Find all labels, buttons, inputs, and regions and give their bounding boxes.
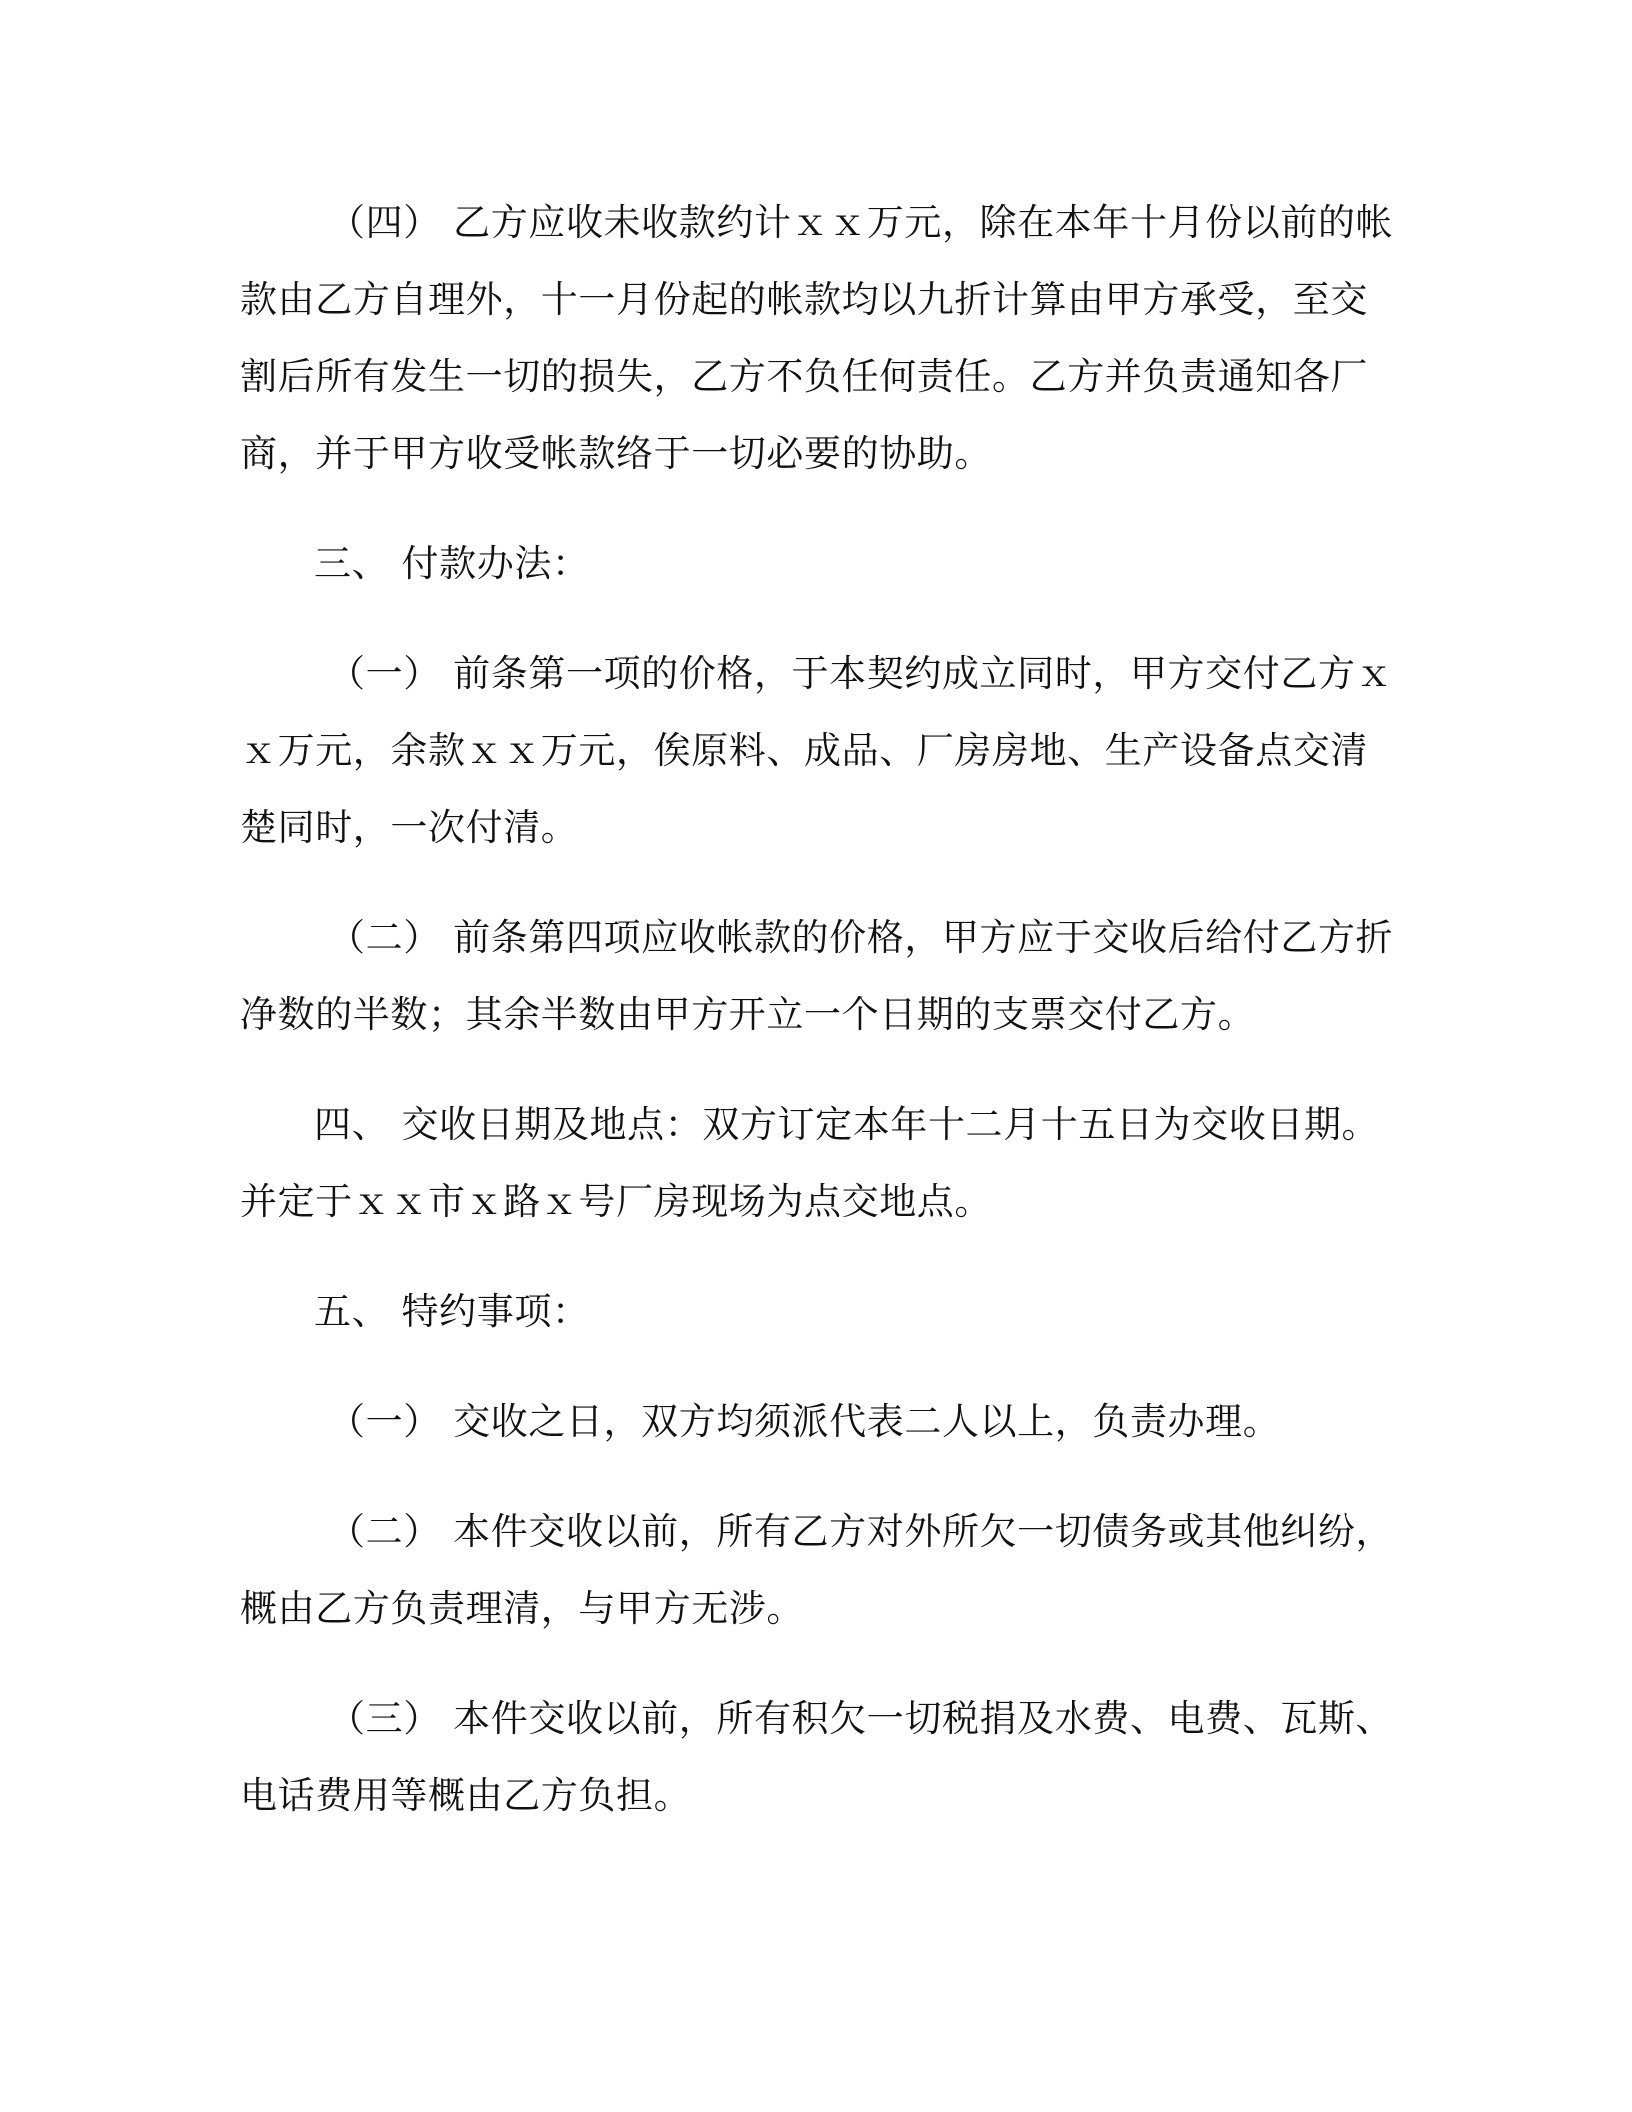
paragraph-gap [240,492,1400,525]
paragraph-payment-1: （一） 前条第一项的价格，于本契约成立同时，甲方交付乙方ｘｘ万元，余款ｘｘ万元，俟原料、成品、厂房房地、生产设备点交清楚同时，一次付清。 [240,652,1394,849]
paragraph-gap [240,866,1400,899]
paragraph-gap [240,602,1400,635]
section-heading-special-terms: 五、 特约事项： [314,1290,590,1333]
paragraph-special-3: （三） 本件交收以前，所有积欠一切税捐及水费、电费、瓦斯、电话费用等概由乙方负担。 [240,1697,1394,1817]
paragraph-payment-2: （二） 前条第四项应收帐款的价格，甲方应于交收后给付乙方折净数的半数；其余半数由甲方开立一个日期的支票交付乙方。 [240,916,1394,1036]
paragraph-gap [240,1053,1400,1086]
document-body [240,184,1400,1834]
paragraph-gap [240,1240,1400,1273]
section-heading-delivery: 四、 交收日期及地点：双方订定本年十二月十五日为交收日期。并定于ｘｘ市ｘ路ｘ号厂房现场为点交地点。 [240,1103,1380,1223]
section-heading-payment: 三、 付款办法： [314,542,590,585]
paragraph-gap [240,1350,1400,1383]
paragraph-gap [240,1460,1400,1493]
paragraph-gap [240,1647,1400,1680]
paragraph-special-1: （一） 交收之日，双方均须派代表二人以上，负责办理。 [328,1400,1281,1443]
paragraph-special-2: （二） 本件交收以前，所有乙方对外所欠一切债务或其他纠纷，概由乙方负责理清，与甲方无涉。 [240,1510,1394,1630]
paragraph-item-4: （四） 乙方应收未收款约计ｘｘ万元，除在本年十月份以前的帐款由乙方自理外，十一月份起的帐款均以九折计算由甲方承受，至交割后所有发生一切的损失，乙方不负任何责任。乙方并负责通知各厂商，并于甲方收受帐款络于一切必要的协助。 [240,201,1394,475]
